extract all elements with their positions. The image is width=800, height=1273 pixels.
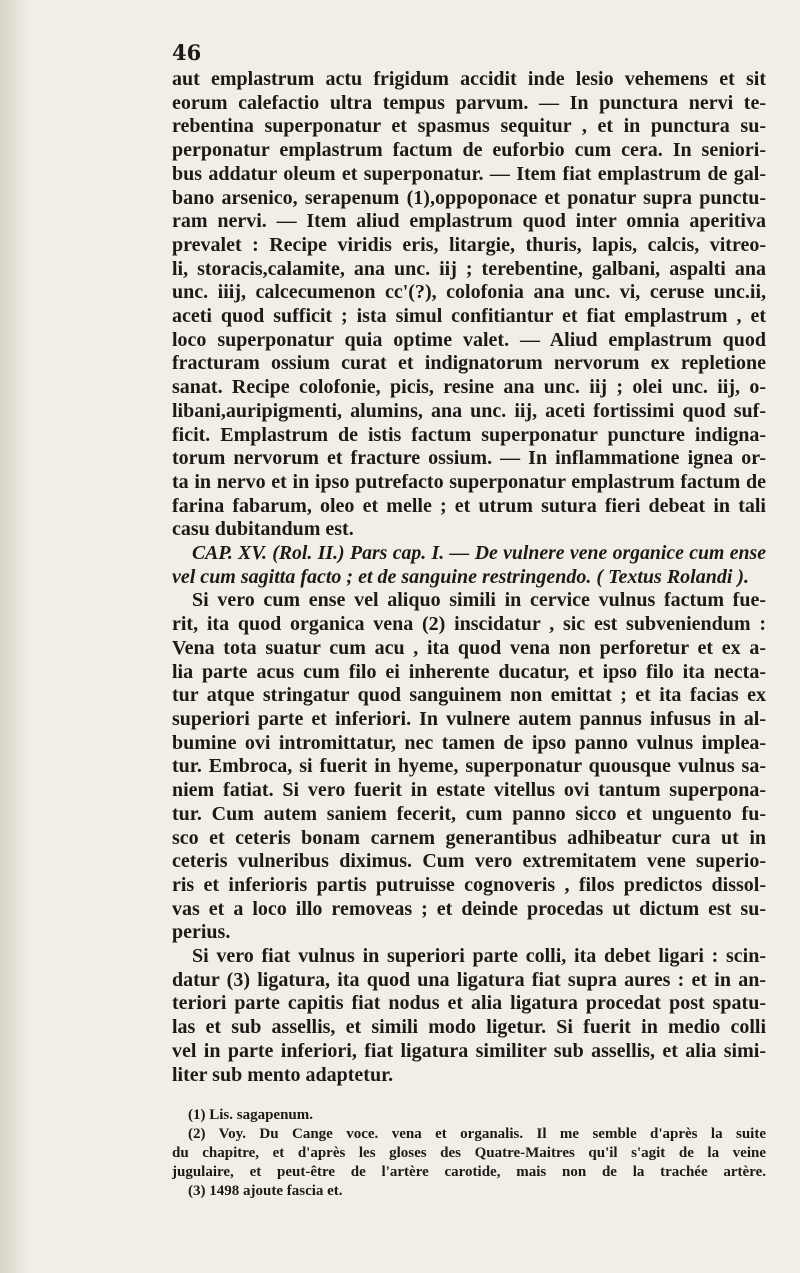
- text-line: ceteris vulneribus diximus. Cum vero extremitatem vene superio-: [172, 850, 766, 873]
- text-line: superiori parte et inferiori. In vulnere autem pannus infusus in al-: [172, 707, 766, 730]
- text-line: tur atque stringatur quod sanguinem non emittat ; et ita facias ex: [172, 684, 766, 707]
- text-line: las et sub assellis, et simili modo ligetur. Si fuerit in medio colli: [172, 1016, 766, 1039]
- footnote: (1) Lis. sagapenum.: [188, 1107, 314, 1123]
- text-line: bus addatur oleum et superponatur. — Item fiat emplastrum de gal-: [172, 162, 766, 185]
- page-number: 46: [172, 40, 202, 65]
- footnote: (2) Voy. Du Cange voce. vena et organalis. Il me semble d'après la suite: [188, 1126, 766, 1142]
- main-text-block: [172, 68, 766, 1087]
- text-line: bano arsenico, serapenum (1),oppoponace et ponatur supra punctu-: [172, 186, 766, 209]
- text-line: ram nervi. — Item aliud emplastrum quod inter omnia aperitiva: [172, 210, 766, 233]
- text-line: Vena tota suatur cum acu , ita quod vena non perforetur et ex a-: [172, 636, 766, 659]
- text-line: rit, ita quod organica vena (2) inscidatur , sic est subveniendum :: [172, 613, 766, 636]
- text-line: vas et a loco illo removeas ; et deinde procedas ut dictum est su-: [172, 897, 766, 920]
- text-line: liter sub mento adaptetur.: [172, 1063, 394, 1086]
- text-line: Si vero cum ense vel aliquo simili in cervice vulnus factum fue-: [192, 589, 766, 612]
- text-line: Si vero fiat vulnus in superiori parte colli, ita debet ligari : scin-: [192, 945, 766, 968]
- text-line: casu dubitandum est.: [172, 518, 354, 541]
- text-line: rebentina superponatur et spasmus sequitur , et in punctura su-: [172, 115, 766, 138]
- text-line: niem fatiat. Si vero fuerit in estate vitellus ovi tantum superpona-: [172, 779, 766, 802]
- text-line: sco et ceteris bonam carnem generantibus adhibeatur cura ut in: [172, 826, 766, 849]
- text-line: aceti quod sufficit ; ista simul confitiantur et fiat emplastrum , et: [172, 305, 766, 328]
- text-line: ris et inferioris partis putruisse cognoveris , filos predictos dissol-: [172, 873, 766, 896]
- text-line: libani,auripigmenti, alumins, ana unc. iij, aceti fortissimi quod suf-: [172, 399, 766, 422]
- text-line: prevalet : Recipe viridis eris, litargie, thuris, lapis, calcis, vitreo-: [172, 233, 766, 256]
- text-line: datur (3) ligatura, ita quod una ligatura fiat supra aures : et in an-: [172, 968, 766, 991]
- text-line: sanat. Recipe colofonie, picis, resine ana unc. iij ; olei unc. iij, o-: [172, 376, 766, 399]
- page-gutter-shadow: [0, 0, 28, 1273]
- chapter-heading: vel cum sagitta facto ; et de sanguine restringendo. ( Textus Rolandi ).: [172, 565, 750, 588]
- footnote: jugulaire, et peut-être de l'artère carotide, mais non de la trachée artère.: [172, 1164, 766, 1180]
- text-line: vel in parte inferiori, fiat ligatura similiter sub assellis, et alia simi-: [172, 1039, 766, 1062]
- text-line: loco superponatur quia optime valet. — Aliud emplastrum quod: [172, 328, 766, 351]
- text-line: ta in nervo et in ipso putrefacto superponatur emplastrum factum de: [172, 470, 766, 493]
- text-line: ficit. Emplastrum de istis factum superponatur puncture indigna-: [172, 423, 766, 446]
- footnote: du chapitre, et d'après les gloses des Quatre-Maitres qu'il s'agit de la veine: [172, 1145, 766, 1161]
- text-line: eorum calefactio ultra tempus parvum. — In punctura nervi te-: [172, 91, 766, 114]
- text-line: unc. iiij, calcecumenon cc'(?), colofonia ana unc. vi, ceruse unc.ii,: [172, 281, 766, 304]
- footnotes: [172, 1106, 766, 1201]
- text-line: perius.: [172, 921, 231, 944]
- text-line: farina fabarum, oleo et melle ; et utrum sutura fieri debeat in tali: [172, 494, 766, 517]
- text-line: li, storacis,calamite, ana unc. iij ; terebentine, galbani, aspalti ana: [172, 257, 766, 280]
- text-line: perponatur emplastrum factum de euforbio cum cera. In seniori-: [172, 139, 766, 162]
- text-line: fracturam ossium curat et indignatorum nervorum ex repletione: [172, 352, 766, 375]
- text-line: teriori parte capitis fiat nodus et alia ligatura procedat post spatu-: [172, 992, 766, 1015]
- text-line: tur. Cum autem saniem fecerit, cum panno sicco et unguento fu-: [172, 802, 766, 825]
- footnote: (3) 1498 ajoute fascia et.: [188, 1183, 343, 1199]
- text-line: bumine ovi intromittatur, nec tamen de ipso panno vulnus implea-: [172, 731, 766, 754]
- chapter-heading: CAP. XV. (Rol. II.) Pars cap. I. — De vulnere vene organice cum ense: [192, 542, 766, 565]
- text-line: lia parte acus cum filo ei inherente ducatur, et ipso filo ita necta-: [172, 660, 766, 683]
- text-line: tur. Embroca, si fuerit in hyeme, superponatur quousque vulnus sa-: [172, 755, 766, 778]
- text-line: aut emplastrum actu frigidum accidit inde lesio vehemens et sit: [172, 68, 766, 90]
- text-line: torum nervorum et fracture ossium. — In inflammatione ignea or-: [172, 447, 766, 470]
